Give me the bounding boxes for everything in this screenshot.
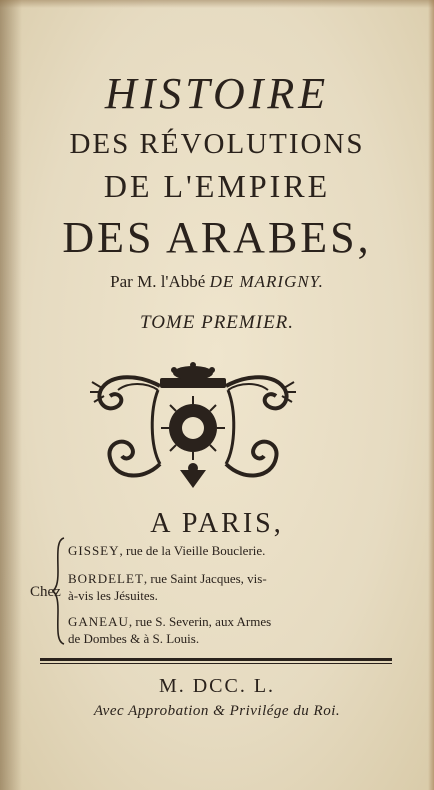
page-edge-top (0, 0, 434, 8)
publisher-bordelet (68, 570, 267, 604)
publication-year: M. DCC. L. (158, 675, 276, 697)
royal-privilege: Avec Approbation & Privilége du Roi. (93, 703, 341, 719)
title-line-4: DES ARABES, (62, 213, 372, 262)
volume-label: TOME PREMIER. (139, 312, 295, 333)
title-line-1: HISTOIRE (104, 69, 330, 118)
printers-ornament (88, 360, 298, 492)
publisher-name: BORDELET (68, 571, 144, 586)
author-line (0, 272, 434, 292)
double-rule-thick (40, 658, 392, 661)
imprint-city: A PARIS, (150, 508, 284, 539)
publisher-name: GISSEY (68, 543, 120, 558)
title-line-3: DE L'EMPIRE (103, 168, 331, 204)
publisher-name: GANEAU (68, 614, 129, 629)
curly-brace (52, 536, 66, 646)
publisher-gissey (68, 542, 265, 559)
publisher-address-line-2: à-vis les Jésuites. (68, 588, 158, 603)
publisher-address: , rue S. Severin, aux Armes (128, 614, 272, 629)
author-name: DE MARIGNY. (209, 272, 324, 291)
title-line-2: DES RÉVOLUTIONS (69, 128, 365, 160)
double-rule-thin (40, 663, 392, 664)
publisher-address-line-2: de Dombes & à S. Louis. (68, 631, 200, 646)
publisher-address: , rue Saint Jacques, vis- (143, 571, 267, 586)
author-prefix: Par M. l'Abbé (110, 272, 210, 291)
publisher-ganeau (68, 613, 271, 647)
publisher-address: , rue de la Vieille Bouclerie. (119, 543, 266, 558)
imprint-chez: Chez (30, 584, 61, 600)
